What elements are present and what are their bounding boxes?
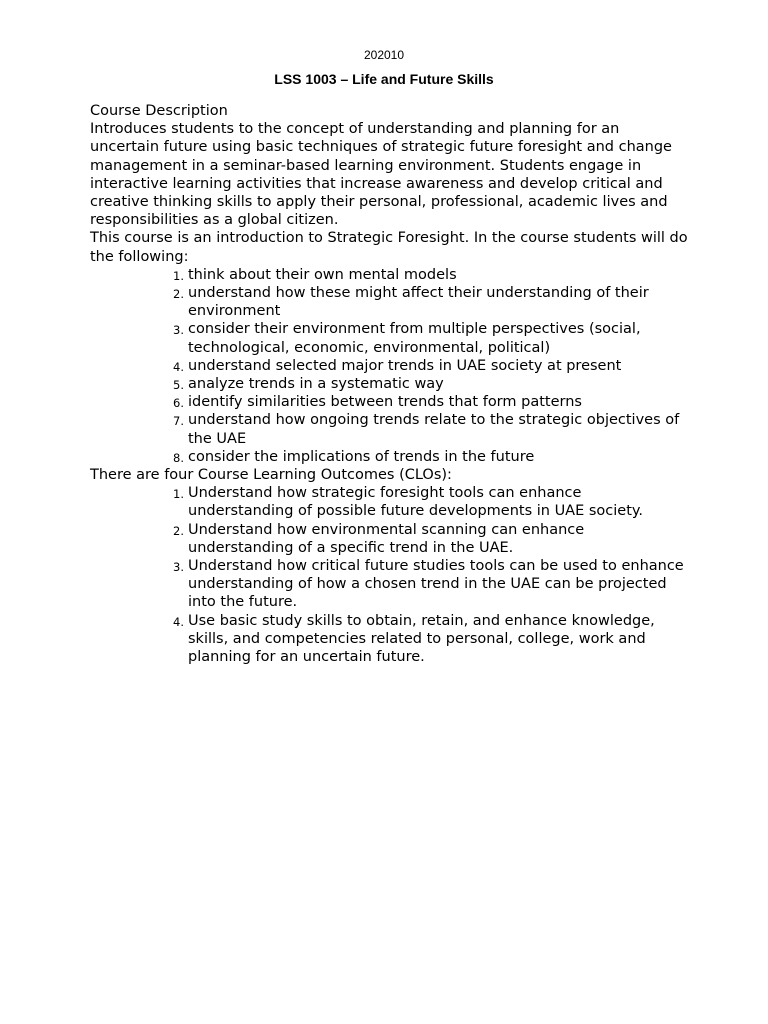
list-item [173,411,688,447]
list-text: Understand how environmental scanning can enhance understanding of a specific trend in the UAE. [188,521,585,556]
list-item [173,266,688,284]
list-item [173,448,688,466]
list-item [173,612,688,667]
course-intro: This course is an introduction to Strategic Foresight. In the course students will do the following: [90,230,688,265]
list-text: Understand how strategic foresight tools can enhance understanding of possible future developments in UAE society. [188,485,644,520]
list-text: understand how ongoing trends relate to the strategic objectives of the UAE [188,412,680,447]
list-number: 2. [173,523,184,538]
list-item [173,521,688,557]
document-body [90,102,690,666]
list-item [173,557,688,612]
list-text: consider their environment from multiple perspectives (social, technological, economic, environmental, political) [188,321,641,356]
list-text: consider the implications of trends in the future [188,448,535,465]
list-item [173,284,688,320]
course-description: Introduces students to the concept of understanding and planning for an uncertain future using basic techniques of strategic future foresight and change management in a seminar-based learning environment. Students engage in interactive learning activities that increase awareness and develop critical and creative thinking skills to apply their personal, professional, academic lives and responsibilities as a global citizen. [90,121,672,229]
document-title: LSS 1003 – Life and Future Skills [274,71,494,87]
activities-list [90,266,690,466]
list-number: 2. [173,287,184,302]
list-text: Understand how critical future studies tools can be used to enhance understanding of how a chosen trend in the UAE can be projected into the future. [188,558,684,611]
section-heading: Course Description [90,103,228,119]
list-number: 1. [173,487,184,502]
list-text: understand selected major trends in UAE society at present [188,357,622,374]
outcomes-list [90,484,690,666]
list-number: 7. [173,414,184,429]
list-number: 1. [173,268,184,283]
list-text: understand how these might affect their understanding of their environment [188,285,649,320]
clo-intro: There are four Course Learning Outcomes (CLOs): [90,467,452,484]
list-item [173,375,688,393]
list-item [173,357,688,375]
document-code: 202010 [363,48,405,62]
list-item [173,320,688,356]
list-number: 5. [173,378,184,393]
list-text: analyze trends in a systematic way [188,376,444,393]
list-text: think about their own mental models [188,266,457,283]
list-number: 4. [173,614,184,629]
list-item [173,393,688,411]
list-number: 3. [173,323,184,338]
list-text: Use basic study skills to obtain, retain, and enhance knowledge, skills, and competencies related to personal, college, work and planning for an uncertain future. [188,612,655,666]
list-number: 6. [173,396,184,411]
list-number: 8. [173,450,184,465]
list-text: identify similarities between trends that form patterns [188,394,582,411]
list-number: 4. [173,359,184,374]
list-item [173,484,688,520]
list-number: 3. [173,560,184,575]
